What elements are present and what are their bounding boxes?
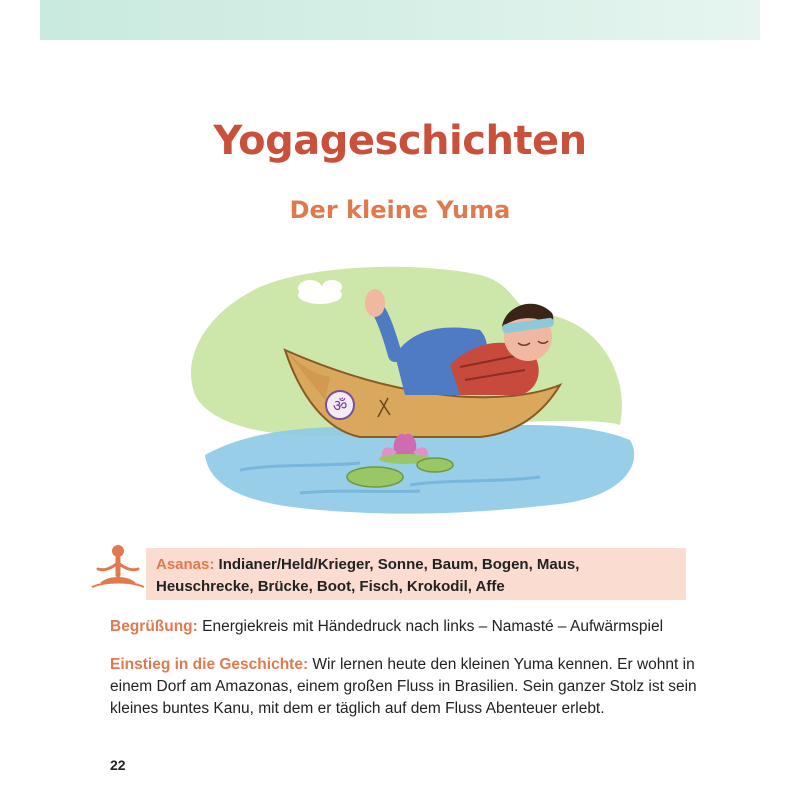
asanas-list — [156, 554, 676, 598]
story-subtitle: Der kleine Yuma — [289, 196, 511, 224]
greeting-paragraph — [110, 616, 700, 638]
greeting-label: Begrüßung: — [110, 618, 198, 635]
intro-text: Wir lernen heute den kleinen Yuma kennen. Er wohnt in einem Dorf am Amazonas, einem großen Fluss in Brasilien. Sein ganzer Stolz ist sein kleines buntes Kanu, mit dem er täglich auf dem Fluss Abenteuer erlebt. — [110, 656, 697, 717]
meditating-person-icon — [88, 543, 148, 591]
greeting-text: Energiekreis mit Händedruck nach links – Namasté – Aufwärmspiel — [202, 618, 664, 635]
intro-label: Einstieg in die Geschichte: — [110, 656, 309, 673]
asanas-label: Asanas: — [156, 556, 215, 573]
top-decoration-band — [40, 0, 760, 40]
asanas-text: Indianer/Held/Krieger, Sonne, Baum, Bogen, Maus, Heuschrecke, Brücke, Boot, Fisch, Krokodil, Affe — [156, 556, 580, 595]
cloud-icon — [298, 280, 342, 304]
intro-paragraph — [110, 654, 700, 720]
story-illustration — [150, 255, 650, 525]
page-number: 22 — [110, 757, 126, 773]
page-title: Yogageschichten — [213, 118, 587, 164]
svg-text:ॐ: ॐ — [332, 396, 348, 415]
